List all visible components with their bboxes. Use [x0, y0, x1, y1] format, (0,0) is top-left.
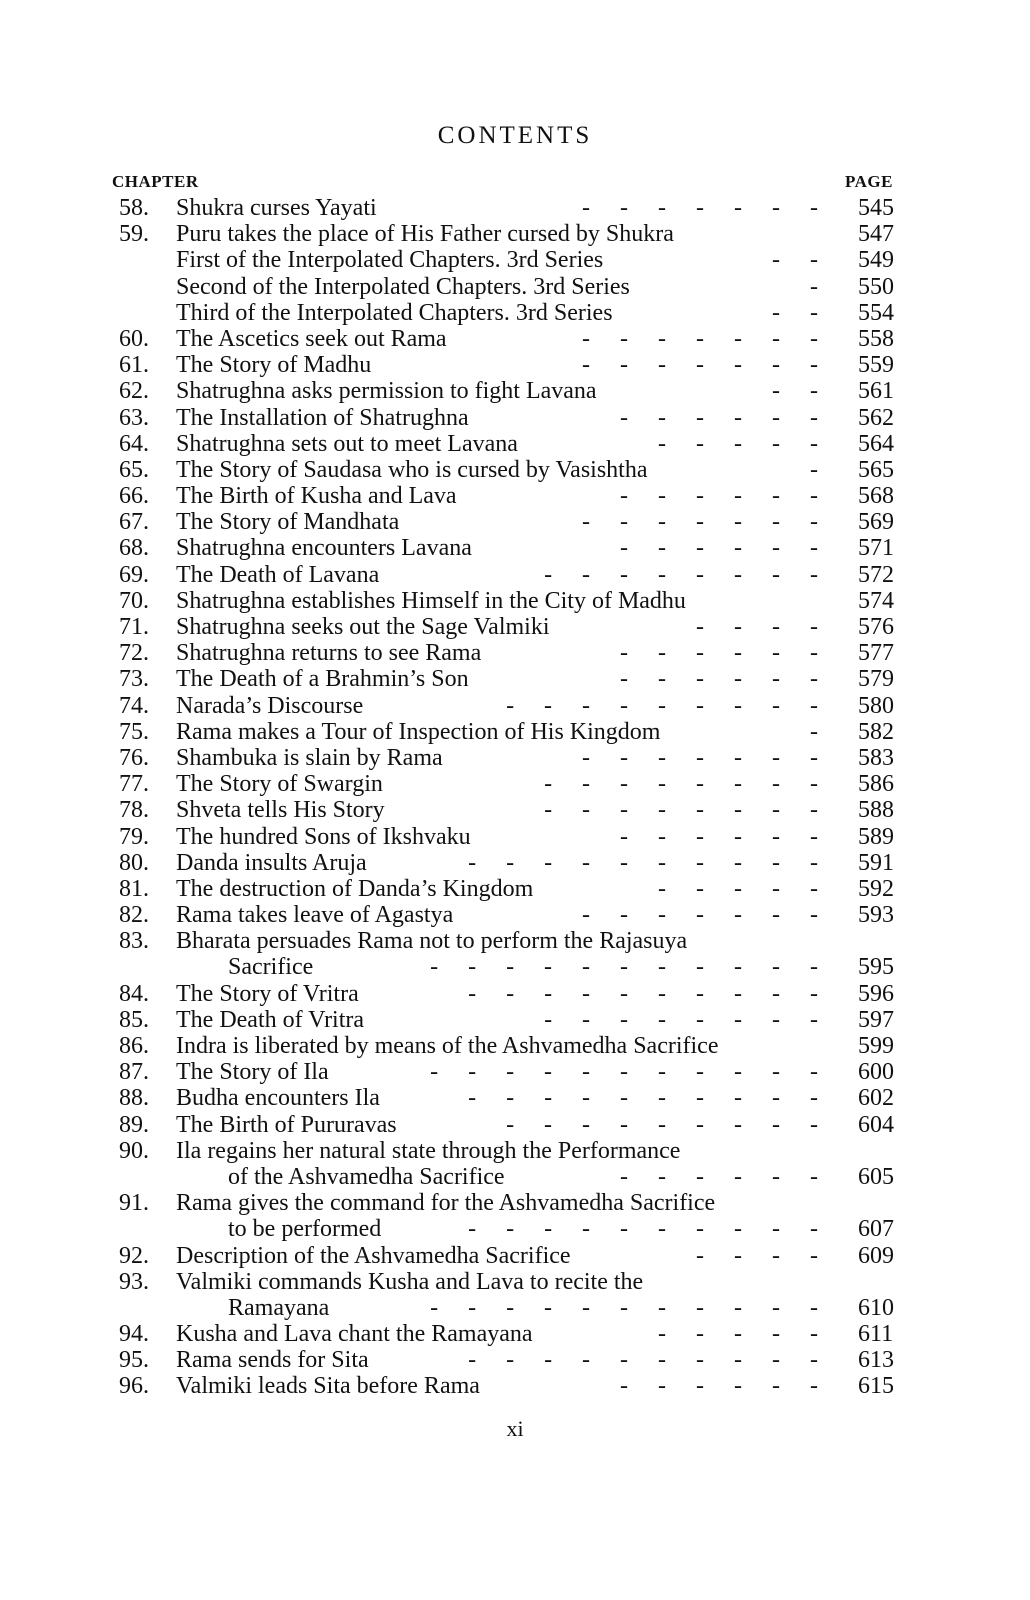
page-ref: 611	[858, 1321, 894, 1348]
page-ref: 597	[858, 1006, 894, 1033]
chapter-title: The Birth of Pururavas	[176, 1111, 397, 1138]
page-ref: 602	[858, 1085, 894, 1112]
chapter-number: 76.	[119, 744, 149, 771]
chapter-title: of the Ashvamedha Sacrifice	[228, 1163, 505, 1190]
chapter-number: 67.	[119, 509, 149, 536]
page-ref: 562	[858, 404, 894, 431]
toc-entry	[0, 1269, 1030, 1295]
chapter-number: 87.	[119, 1059, 149, 1086]
chapter-title: Rama takes leave of Agastya	[176, 902, 454, 929]
chapter-number: 96.	[119, 1373, 149, 1400]
toc-entry	[0, 195, 1030, 221]
leader-dashes: - -	[772, 247, 830, 274]
chapter-title: Second of the Interpolated Chapters. 3rd Series	[176, 273, 630, 300]
page-ref: 610	[858, 1294, 894, 1321]
leader-dashes: - - - - - - - - - -	[468, 1085, 830, 1112]
chapter-title: The Death of Vritra	[176, 1006, 365, 1033]
page-ref: 593	[858, 902, 894, 929]
toc-entry	[0, 300, 1030, 326]
toc-entry	[0, 1007, 1030, 1033]
page-ref: 577	[858, 640, 894, 667]
chapter-number: 94.	[119, 1321, 149, 1348]
leader-dashes: - - - - - - - - - -	[468, 1347, 830, 1374]
chapter-title: Shambuka is slain by Rama	[176, 744, 443, 771]
leader-dashes: - - - - - -	[620, 535, 830, 562]
leader-dashes: - - - - - - - - - -	[468, 849, 830, 876]
chapter-number: 60.	[119, 325, 149, 352]
chapter-title: The Story of Saudasa who is cursed by Vasishtha	[176, 456, 648, 483]
page-ref: 607	[858, 1216, 894, 1243]
leader-dashes: - -	[772, 299, 830, 326]
page-ref: 561	[858, 378, 894, 405]
chapter-number: 73.	[119, 666, 149, 693]
page-ref: 586	[858, 771, 894, 798]
leader-dashes: - - - - - -	[620, 1163, 830, 1190]
toc-entry	[0, 824, 1030, 850]
chapter-number: 84.	[119, 980, 149, 1007]
page-ref: 615	[858, 1373, 894, 1400]
page-ref: 583	[858, 744, 894, 771]
chapter-number: 58.	[119, 195, 149, 221]
toc-entry	[0, 274, 1030, 300]
toc-entry	[0, 1190, 1030, 1216]
toc-entry	[0, 562, 1030, 588]
leader-dashes: - -	[772, 378, 830, 405]
chapter-number: 64.	[119, 430, 149, 457]
page-ref: 574	[858, 587, 894, 614]
page-ref: 580	[858, 692, 894, 719]
page-ref: 609	[858, 1242, 894, 1269]
chapter-title: Third of the Interpolated Chapters. 3rd Series	[176, 299, 613, 326]
chapter-title: The Story of Madhu	[176, 352, 372, 379]
leader-dashes: - - - - - - -	[582, 195, 830, 221]
chapter-number: 95.	[119, 1347, 149, 1374]
chapter-number: 61.	[119, 352, 149, 379]
chapter-title: The Story of Swargin	[176, 771, 383, 798]
chapter-title: Shukra curses Yayati	[176, 195, 377, 221]
leader-dashes: - - - - - - - - - - -	[430, 954, 830, 981]
toc-entry	[0, 902, 1030, 928]
toc-entry	[0, 535, 1030, 561]
chapter-title: Rama makes a Tour of Inspection of His Kingdom	[176, 718, 661, 745]
leader-dashes: - - - - - - - -	[544, 561, 830, 588]
page-ref: 547	[858, 221, 894, 248]
chapter-number: 74.	[119, 692, 149, 719]
chapter-number: 78.	[119, 797, 149, 824]
toc-entry	[0, 431, 1030, 457]
chapter-title: The Installation of Shatrughna	[176, 404, 469, 431]
toc-entry	[0, 1295, 1030, 1321]
chapter-title: Valmiki commands Kusha and Lava to recite the	[176, 1268, 644, 1295]
leader-dashes: - - - - -	[658, 430, 830, 457]
leader-dashes: - - - - - - - - - -	[468, 980, 830, 1007]
chapter-number: 85.	[119, 1006, 149, 1033]
toc-entry	[0, 719, 1030, 745]
chapter-number: 72.	[119, 640, 149, 667]
chapter-title: Shatrughna returns to see Rama	[176, 640, 482, 667]
chapter-title: Bharata persuades Rama not to perform the Rajasuya	[176, 928, 688, 955]
toc-entry	[0, 457, 1030, 483]
page-ref: 592	[858, 875, 894, 902]
chapter-title: Narada’s Discourse	[176, 692, 364, 719]
chapter-title: The Ascetics seek out Rama	[176, 325, 447, 352]
chapter-column-header: CHAPTER	[112, 172, 199, 191]
chapter-title: Ramayana	[228, 1294, 330, 1321]
chapter-number: 83.	[119, 928, 149, 955]
chapter-number: 63.	[119, 404, 149, 431]
page-ref: 600	[858, 1059, 894, 1086]
leader-dashes: - - - - - - - -	[544, 797, 830, 824]
page-ref: 582	[858, 718, 894, 745]
chapter-number: 93.	[119, 1268, 149, 1295]
toc-entry	[0, 640, 1030, 666]
chapter-title: Rama gives the command for the Ashvamedha Sacrifice	[176, 1190, 716, 1217]
toc-entry	[0, 1321, 1030, 1347]
leader-dashes: - - - -	[696, 1242, 830, 1269]
chapter-title: Rama sends for Sita	[176, 1347, 369, 1374]
toc-entry	[0, 614, 1030, 640]
page-column-header: PAGE	[845, 172, 893, 191]
toc-entry	[0, 352, 1030, 378]
chapter-number: 91.	[119, 1190, 149, 1217]
chapter-number: 59.	[119, 221, 149, 248]
chapter-title: Valmiki leads Sita before Rama	[176, 1373, 480, 1400]
toc-entry	[0, 745, 1030, 771]
chapter-title: The Death of a Brahmin’s Son	[176, 666, 469, 693]
contents-list	[0, 195, 1030, 1400]
leader-dashes: - - - - - - - -	[544, 1006, 830, 1033]
page-ref: 588	[858, 797, 894, 824]
toc-entry	[0, 1138, 1030, 1164]
leader-dashes: - - - - - - - - -	[506, 692, 830, 719]
page-ref: 604	[858, 1111, 894, 1138]
page-title: CONTENTS	[437, 122, 593, 149]
page-ref: 576	[858, 614, 894, 640]
chapter-number: 75.	[119, 718, 149, 745]
chapter-title: Puru takes the place of His Father cursed by Shukra	[176, 221, 674, 248]
leader-dashes: - - - - - -	[620, 404, 830, 431]
chapter-number: 89.	[119, 1111, 149, 1138]
toc-entry	[0, 221, 1030, 247]
toc-entry	[0, 693, 1030, 719]
chapter-title: Budha encounters Ila	[176, 1085, 380, 1112]
toc-entry	[0, 1347, 1030, 1373]
leader-dashes: - - - - - - -	[582, 325, 830, 352]
page-ref: 579	[858, 666, 894, 693]
leader-dashes: - - - - - -	[620, 666, 830, 693]
page-ref: 571	[858, 535, 894, 562]
chapter-number: 65.	[119, 456, 149, 483]
chapter-number: 70.	[119, 587, 149, 614]
page-ref: 558	[858, 325, 894, 352]
chapter-number: 66.	[119, 483, 149, 510]
chapter-title: Description of the Ashvamedha Sacrifice	[176, 1242, 571, 1269]
page-ref: 565	[858, 456, 894, 483]
chapter-title: Shatrughna seeks out the Sage Valmiki	[176, 614, 550, 640]
chapter-title: to be performed	[228, 1216, 382, 1243]
leader-dashes: - - - - - -	[620, 640, 830, 667]
chapter-number: 79.	[119, 823, 149, 850]
toc-entry	[0, 378, 1030, 404]
chapter-number: 62.	[119, 378, 149, 405]
toc-entry	[0, 954, 1030, 980]
toc-entry	[0, 247, 1030, 273]
chapter-title: The Story of Vritra	[176, 980, 359, 1007]
chapter-number: 88.	[119, 1085, 149, 1112]
chapter-number: 92.	[119, 1242, 149, 1269]
chapter-title: The Story of Ila	[176, 1059, 329, 1086]
page-ref: 599	[858, 1033, 894, 1059]
page-ref: 549	[858, 247, 894, 274]
chapter-number: 68.	[119, 535, 149, 562]
leader-dashes: - - - - - - - - - - -	[430, 1059, 830, 1086]
chapter-number: 82.	[119, 902, 149, 929]
chapter-number: 86.	[119, 1033, 149, 1059]
toc-entry	[0, 483, 1030, 509]
page-ref: 605	[858, 1163, 894, 1190]
chapter-title: The Story of Mandhata	[176, 509, 400, 536]
chapter-title: The Birth of Kusha and Lava	[176, 483, 457, 510]
leader-dashes: - - - - - - -	[582, 352, 830, 379]
chapter-number: 69.	[119, 561, 149, 588]
chapter-title: First of the Interpolated Chapters. 3rd Series	[176, 247, 604, 274]
page-ref: 554	[858, 299, 894, 326]
leader-dashes: - - - - - - -	[582, 902, 830, 929]
page-ref: 545	[858, 195, 894, 221]
chapter-number: 77.	[119, 771, 149, 798]
chapter-title: Kusha and Lava chant the Ramayana	[176, 1321, 533, 1348]
page-number: xi	[506, 1416, 524, 1441]
chapter-title: The Death of Lavana	[176, 561, 380, 588]
leader-dashes: - - - - - -	[620, 1373, 830, 1400]
page-ref: 595	[858, 954, 894, 981]
leader-dashes: - - - - - -	[620, 483, 830, 510]
toc-entry	[0, 1216, 1030, 1242]
toc-entry	[0, 588, 1030, 614]
chapter-number: 80.	[119, 849, 149, 876]
toc-entry	[0, 1059, 1030, 1085]
chapter-title: Danda insults Aruja	[176, 849, 367, 876]
toc-entry	[0, 326, 1030, 352]
toc-entry	[0, 1373, 1030, 1399]
page-ref: 550	[858, 273, 894, 300]
page-ref: 572	[858, 561, 894, 588]
toc-entry	[0, 771, 1030, 797]
leader-dashes: -	[810, 456, 830, 483]
chapter-number: 90.	[119, 1137, 149, 1164]
toc-entry	[0, 1085, 1030, 1111]
chapter-number: 81.	[119, 875, 149, 902]
page-ref: 568	[858, 483, 894, 510]
chapter-title: The destruction of Danda’s Kingdom	[176, 875, 534, 902]
leader-dashes: -	[810, 273, 830, 300]
toc-entry	[0, 509, 1030, 535]
page-ref: 613	[858, 1347, 894, 1374]
leader-dashes: - - - - - - - - - - -	[430, 1294, 830, 1321]
toc-entry	[0, 928, 1030, 954]
leader-dashes: - - - - - - - -	[544, 771, 830, 798]
leader-dashes: - - - - - - - - -	[506, 1111, 830, 1138]
toc-entry	[0, 981, 1030, 1007]
toc-entry	[0, 405, 1030, 431]
toc-entry	[0, 850, 1030, 876]
leader-dashes: - - - - - - -	[582, 509, 830, 536]
leader-dashes: -	[810, 718, 830, 745]
toc-entry	[0, 666, 1030, 692]
toc-entry	[0, 1243, 1030, 1269]
leader-dashes: - - - - - -	[620, 823, 830, 850]
page-ref: 589	[858, 823, 894, 850]
page-ref: 596	[858, 980, 894, 1007]
chapter-number: 71.	[119, 614, 149, 640]
leader-dashes: - - - - - - -	[582, 744, 830, 771]
chapter-title: Ila regains her natural state through the Performance	[176, 1137, 681, 1164]
chapter-title: Shatrughna encounters Lavana	[176, 535, 472, 562]
leader-dashes: - - - - - - - - - -	[468, 1216, 830, 1243]
chapter-title: Indra is liberated by means of the Ashvamedha Sacrifice	[176, 1033, 719, 1059]
page-ref: 569	[858, 509, 894, 536]
chapter-title: The hundred Sons of Ikshvaku	[176, 823, 471, 850]
toc-entry	[0, 1112, 1030, 1138]
toc-entry	[0, 1033, 1030, 1059]
chapter-title: Sacrifice	[228, 954, 314, 981]
toc-entry	[0, 797, 1030, 823]
page-ref: 564	[858, 430, 894, 457]
toc-entry	[0, 876, 1030, 902]
chapter-title: Shatrughna establishes Himself in the City of Madhu	[176, 587, 686, 614]
chapter-title: Shatrughna sets out to meet Lavana	[176, 430, 518, 457]
toc-entry	[0, 1164, 1030, 1190]
leader-dashes: - - - - -	[658, 1321, 830, 1348]
chapter-title: Shveta tells His Story	[176, 797, 385, 824]
leader-dashes: - - - -	[696, 614, 830, 640]
page-ref: 591	[858, 849, 894, 876]
leader-dashes: - - - - -	[658, 875, 830, 902]
chapter-title: Shatrughna asks permission to fight Lavana	[176, 378, 597, 405]
page-ref: 559	[858, 352, 894, 379]
